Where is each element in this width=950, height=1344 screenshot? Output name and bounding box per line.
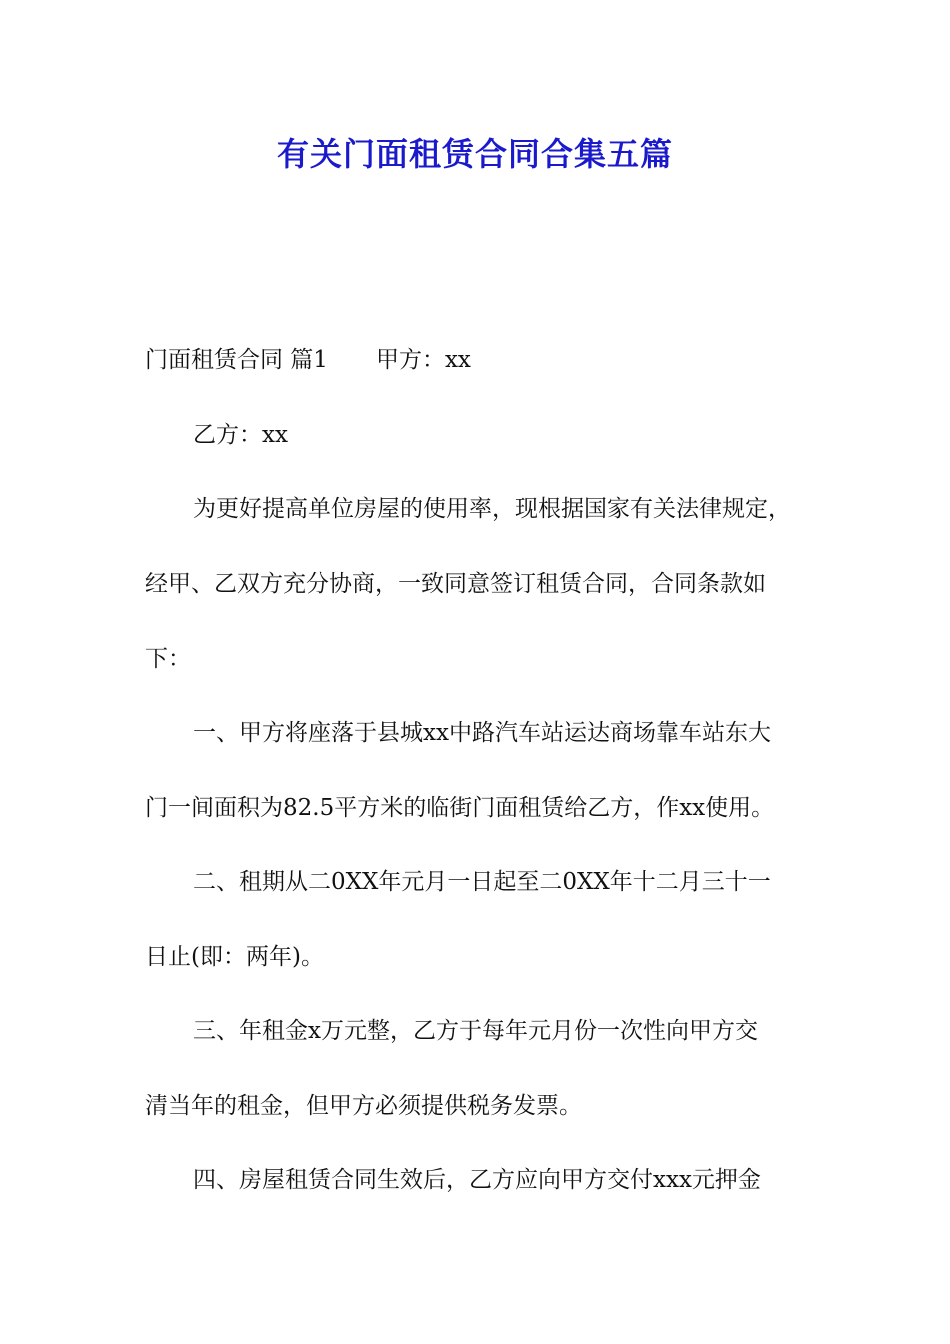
section-label: 门面租赁合同 篇1: [145, 347, 328, 373]
clause-3-line: 三、年租金x万元整，乙方于每年元月份一次性向甲方交: [193, 1018, 758, 1044]
clause-3-line: 清当年的租金，但甲方必须提供税务发票。: [145, 1093, 582, 1119]
paragraph-line: 为更好提高单位房屋的使用率，现根据国家有关法律规定，: [193, 496, 791, 522]
clause-2-line: 二、租期从二0XX年元月一日起至二0XX年十二月三十一: [193, 869, 771, 895]
paragraph-line: 下：: [145, 646, 191, 672]
clause-1-line: 门一间面积为82.5平方米的临街门面租赁给乙方，作xx使用。: [145, 795, 775, 821]
document-title: 有关门面租赁合同合集五篇: [276, 135, 673, 173]
clause-4-line: 四、房屋租赁合同生效后，乙方应向甲方交付xxx元押金: [193, 1167, 761, 1193]
clause-1-line: 一、甲方将座落于县城xx中路汽车站运达商场靠车站东大: [193, 720, 771, 746]
party-a-line: 甲方：xx: [375, 347, 471, 373]
paragraph-line: 经甲、乙双方充分协商，一致同意签订租赁合同，合同条款如: [145, 571, 766, 597]
section-heading-line: [145, 345, 825, 375]
clause-2-line: 日止(即：两年)。: [145, 944, 324, 970]
party-b-line: 乙方：xx: [193, 422, 288, 448]
